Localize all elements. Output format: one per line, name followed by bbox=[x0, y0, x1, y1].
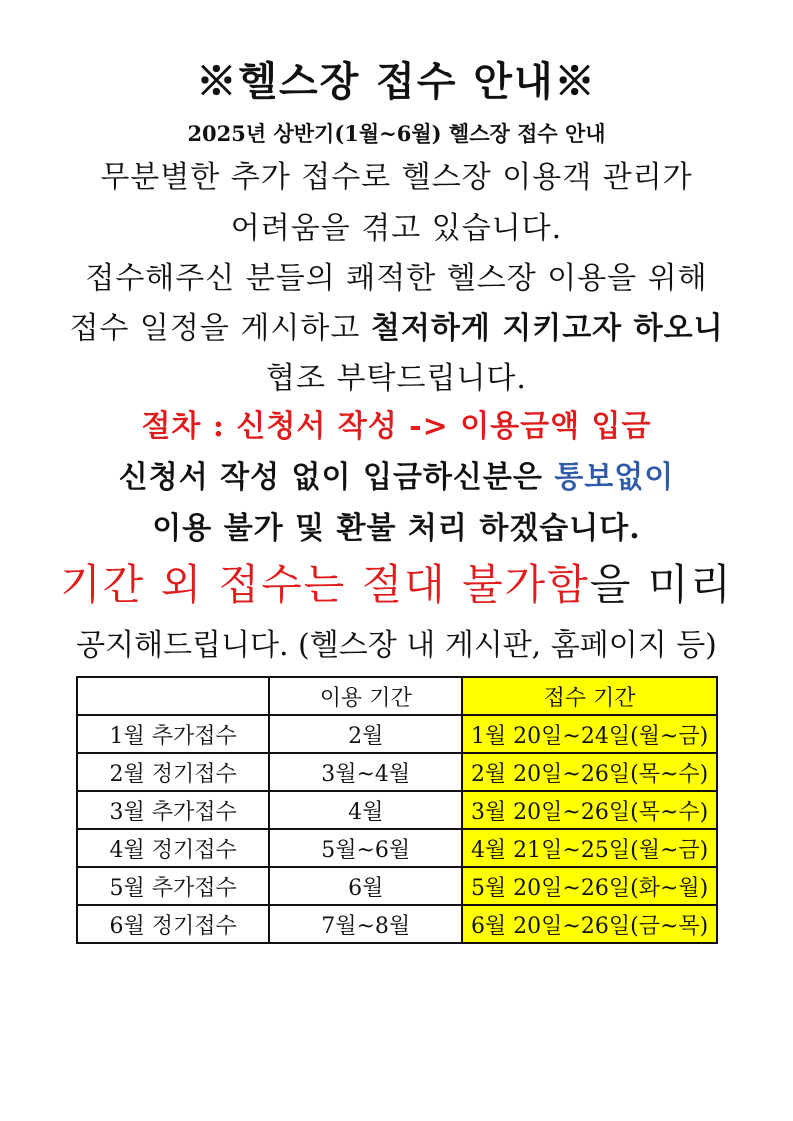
body-line-4-emphasis: 철저하게 지키고자 하오니 bbox=[370, 311, 724, 346]
table-row bbox=[77, 753, 717, 791]
no-form-line bbox=[0, 452, 793, 496]
registration-period-cell: 1월 20일~24일(월~금) bbox=[462, 715, 717, 753]
notice-line: 공지해드립니다. (헬스장 내 게시판, 홈페이지 등) bbox=[76, 628, 717, 663]
registration-period-cell: 3월 20일~26일(목~수) bbox=[462, 791, 717, 829]
page-subtitle: 2025년 상반기(1월~6월) 헬스장 접수 안내 bbox=[187, 121, 606, 146]
table-row bbox=[77, 829, 717, 867]
registration-type-cell: 6월 정기접수 bbox=[77, 905, 269, 943]
table-row bbox=[77, 867, 717, 905]
body-line-4 bbox=[0, 303, 793, 347]
table-header-empty bbox=[77, 677, 269, 715]
no-form-text: 신청서 작성 없이 입금하신분은 bbox=[118, 460, 555, 495]
page-title: ※헬스장 접수 안내※ bbox=[196, 58, 597, 105]
usage-period-cell: 2월 bbox=[269, 715, 462, 753]
table-row bbox=[77, 715, 717, 753]
table-row bbox=[77, 905, 717, 943]
usage-period-cell: 5월~6월 bbox=[269, 829, 462, 867]
refund-line: 이용 불가 및 환불 처리 하겠습니다. bbox=[152, 511, 641, 546]
table-header-usage-period: 이용 기간 bbox=[269, 677, 462, 715]
usage-period-cell: 7월~8월 bbox=[269, 905, 462, 943]
usage-period-cell: 6월 bbox=[269, 867, 462, 905]
usage-period-cell: 3월~4월 bbox=[269, 753, 462, 791]
warning-rest: 을 미리 bbox=[589, 560, 733, 609]
registration-period-cell: 5월 20일~26일(화~월) bbox=[462, 867, 717, 905]
registration-type-cell: 4월 정기접수 bbox=[77, 829, 269, 867]
registration-period-cell: 6월 20일~26일(금~목) bbox=[462, 905, 717, 943]
registration-type-cell: 2월 정기접수 bbox=[77, 753, 269, 791]
body-line-2: 어려움을 겪고 있습니다. bbox=[230, 211, 563, 246]
table-header-row bbox=[77, 677, 717, 715]
schedule-table bbox=[76, 676, 718, 944]
no-form-highlight: 통보없이 bbox=[554, 460, 675, 495]
registration-type-cell: 3월 추가접수 bbox=[77, 791, 269, 829]
usage-period-cell: 4월 bbox=[269, 791, 462, 829]
body-line-5: 협조 부탁드립니다. bbox=[266, 361, 527, 396]
registration-period-cell: 4월 21일~25일(월~금) bbox=[462, 829, 717, 867]
table-row bbox=[77, 791, 717, 829]
body-line-3: 접수해주신 분들의 쾌적한 헬스장 이용을 위해 bbox=[85, 261, 708, 296]
registration-period-cell: 2월 20일~26일(목~수) bbox=[462, 753, 717, 791]
body-line-4-plain: 접수 일정을 게시하고 bbox=[69, 311, 371, 346]
procedure-line: 절차 : 신청서 작성 -> 이용금액 입금 bbox=[141, 409, 652, 444]
registration-type-cell: 1월 추가접수 bbox=[77, 715, 269, 753]
warning-line bbox=[0, 552, 793, 612]
body-line-1: 무분별한 추가 접수로 헬스장 이용객 관리가 bbox=[100, 160, 693, 195]
registration-type-cell: 5월 추가접수 bbox=[77, 867, 269, 905]
table-header-registration-period: 접수 기간 bbox=[462, 677, 717, 715]
warning-emphasis: 기간 외 접수는 절대 불가함 bbox=[60, 560, 590, 609]
